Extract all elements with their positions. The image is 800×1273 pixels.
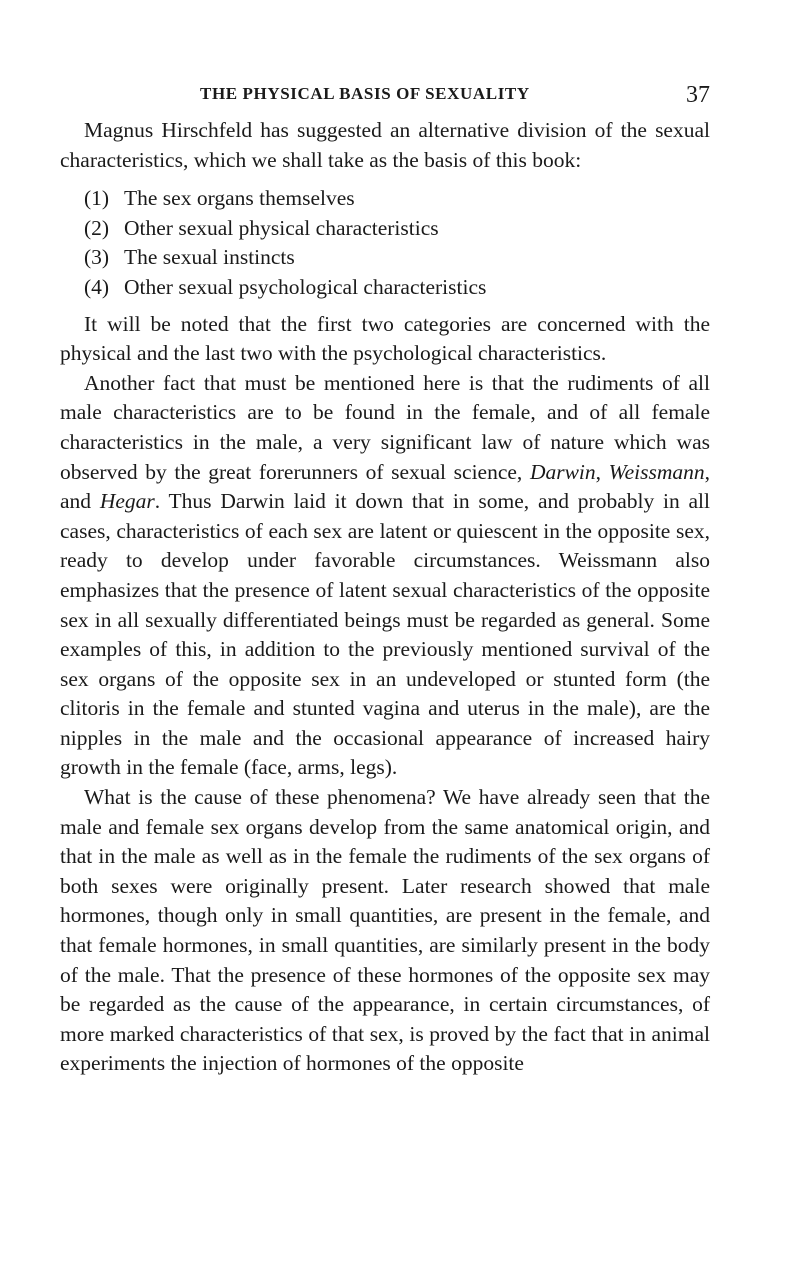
separator: ,	[595, 459, 609, 484]
list-item-number: (4)	[84, 274, 110, 299]
book-page	[60, 84, 710, 1079]
paragraph-categories-note: It will be noted that the first two categories are concerned with the physical and the last two with the psychological characteristics.	[60, 311, 710, 366]
list-item-number: (3)	[84, 245, 110, 270]
list-item	[84, 273, 710, 303]
intro-paragraph: Magnus Hirschfeld has suggested an alternative division of the sexual characteristics, which we shall take as the basis of this book:	[60, 118, 710, 172]
paragraph-latent-characteristics	[60, 369, 710, 783]
separator: , and	[60, 459, 711, 514]
name-darwin: Darwin	[529, 459, 596, 484]
list-item	[84, 184, 710, 214]
page-number: 37	[686, 82, 710, 108]
name-weissmann: Weissmann	[608, 459, 705, 484]
list-item	[84, 214, 710, 244]
list-item-number: (1)	[84, 186, 110, 211]
name-hegar: Hegar	[99, 489, 155, 514]
list-item-label: The sexual instincts	[124, 245, 295, 270]
body-text	[60, 116, 710, 1079]
running-head	[60, 84, 710, 116]
list-item-number: (2)	[84, 215, 110, 240]
paragraph-hormones: What is the cause of these phenomena? We have already seen that the male and female sex organs develop from the same anatomical origin, and that in the male as well as in the female the rudiments of the sex organs of both sexes were originally present. Later research showed that male hormones, though only in small quantities, are present in the female, and that female hormones, in small quantities, are similarly present in the body of the male. That the presence of these hormones of the opposite sex may be regarded as the cause of the appearance, in certain circumstances, of more marked characteristics of that sex, is proved by the fact that in animal experiments the injection of hormones of the opposite	[60, 785, 710, 1076]
list-item	[84, 243, 710, 273]
paragraph-text: Another fact that must be mentioned here is that the rudiments of all male characteristics are to be found in the female, and of all female characteristics in the male, a very significant law of nature which was observed by the great forerunners of sexual science,	[60, 370, 710, 484]
category-list	[60, 184, 710, 302]
list-item-label: The sex organs themselves	[124, 186, 355, 211]
list-item-label: Other sexual physical characteristics	[124, 215, 439, 240]
paragraph-text: . Thus Darwin laid it down that in some, and probably in all cases, characteristics of each sex are latent or quiescent in the opposite sex, ready to develop under favorable circumstances. Weissmann also emphasizes that the presence of latent sexual characteristics of the opposite sex in all sexually differentiated beings must be regarded as general. Some examples of this, in addition to the previously mentioned survival of the sex organs of the opposite sex in an undeveloped or stunted form (the clitoris in the female and stunted vagina and uterus in the male), are the nipples in the male and the occasional appearance of increased hairy growth in the female (face, arms, legs).	[60, 489, 710, 780]
list-item-label: Other sexual psychological characteristics	[124, 274, 487, 299]
running-title: THE PHYSICAL BASIS OF SEXUALITY	[200, 84, 530, 103]
